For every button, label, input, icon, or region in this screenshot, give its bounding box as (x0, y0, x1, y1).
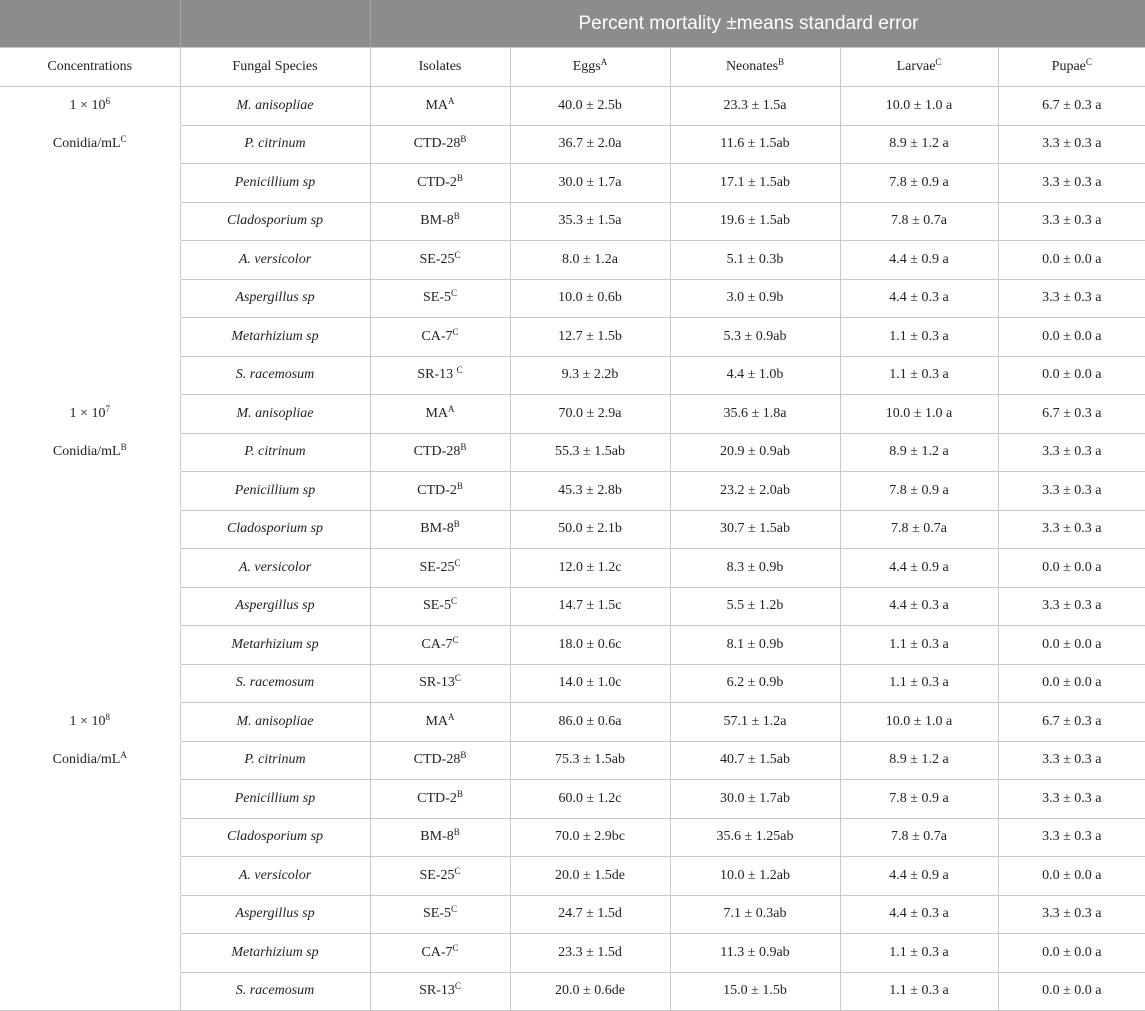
concentration-cell (0, 433, 180, 472)
isolate-group: B (460, 442, 467, 453)
species-cell: S. racemosum (180, 972, 370, 1011)
eggs-cell: 45.3 ± 2.8b (510, 472, 670, 511)
concentration-exponent: 8 (105, 711, 110, 722)
pupae-cell: 0.0 ± 0.0 a (998, 664, 1145, 703)
pupae-cell: 6.7 ± 0.3 a (998, 395, 1145, 434)
larvae-cell: 10.0 ± 1.0 a (840, 703, 998, 742)
isolate-group: C (454, 865, 461, 876)
concentration-cell (0, 664, 180, 703)
isolate-name: SR-13 (419, 675, 455, 691)
eggs-cell: 55.3 ± 1.5ab (510, 433, 670, 472)
concentration-exponent: 6 (105, 95, 110, 106)
table-row (0, 934, 1145, 973)
species-cell: Penicillium sp (180, 780, 370, 819)
larvae-cell: 7.8 ± 0.7a (840, 510, 998, 549)
pupae-cell: 0.0 ± 0.0 a (998, 934, 1145, 973)
concentration-cell (0, 549, 180, 588)
pupae-cell: 3.3 ± 0.3 a (998, 587, 1145, 626)
isolate-group: C (450, 904, 457, 915)
species-cell: A. versicolor (180, 549, 370, 588)
neonates-cell: 5.5 ± 1.2b (670, 587, 840, 626)
isolate-name: SE-5 (422, 290, 451, 306)
eggs-cell: 20.0 ± 1.5de (510, 857, 670, 896)
eggs-cell: 35.3 ± 1.5a (510, 202, 670, 241)
larvae-cell: 8.9 ± 1.2 a (840, 125, 998, 164)
pupae-cell: 6.7 ± 0.3 a (998, 87, 1145, 126)
neonates-cell: 35.6 ± 1.25ab (670, 818, 840, 857)
pupae-cell: 0.0 ± 0.0 a (998, 241, 1145, 280)
header-pupae-label: Pupae (1051, 59, 1086, 74)
eggs-cell: 36.7 ± 2.0a (510, 125, 670, 164)
isolate-name: CA-7 (421, 328, 453, 344)
concentration-cell (0, 895, 180, 934)
header-pupae (998, 48, 1145, 87)
table-row (0, 395, 1145, 434)
concentration-value: 1 × 10 (69, 405, 106, 421)
larvae-cell: 1.1 ± 0.3 a (840, 356, 998, 395)
isolate-cell (370, 356, 510, 395)
larvae-cell: 7.8 ± 0.9 a (840, 164, 998, 203)
concentration-letter: A (120, 750, 127, 761)
isolate-group: C (454, 557, 461, 568)
neonates-cell: 4.4 ± 1.0b (670, 356, 840, 395)
larvae-cell: 7.8 ± 0.9 a (840, 780, 998, 819)
header-eggs-sup: A (600, 57, 608, 67)
table-row (0, 279, 1145, 318)
concentration-unit: Conidia/mL (52, 136, 121, 152)
isolate-name: SR-13 (417, 367, 457, 383)
isolate-cell (370, 780, 510, 819)
concentration-cell (0, 472, 180, 511)
isolate-cell (370, 703, 510, 742)
table-row (0, 703, 1145, 742)
larvae-cell: 1.1 ± 0.3 a (840, 972, 998, 1011)
table-row (0, 202, 1145, 241)
species-cell: Penicillium sp (180, 164, 370, 203)
neonates-cell: 5.1 ± 0.3b (670, 241, 840, 280)
concentration-cell (0, 87, 180, 126)
isolate-name: BM-8 (420, 521, 454, 537)
isolate-group: B (460, 750, 467, 761)
pupae-cell: 3.3 ± 0.3 a (998, 125, 1145, 164)
concentration-cell (0, 972, 180, 1011)
header-fungal-species: Fungal Species (180, 48, 370, 87)
larvae-cell: 7.8 ± 0.7a (840, 202, 998, 241)
eggs-cell: 14.0 ± 1.0c (510, 664, 670, 703)
isolate-group: C (452, 634, 459, 645)
concentration-cell (0, 510, 180, 549)
isolate-name: CTD-28 (413, 444, 461, 460)
header-isolates: Isolates (370, 48, 510, 87)
concentration-cell (0, 934, 180, 973)
header-eggs (510, 48, 670, 87)
species-cell: P. citrinum (180, 741, 370, 780)
neonates-cell: 11.3 ± 0.9ab (670, 934, 840, 973)
table-row (0, 780, 1145, 819)
header-row (0, 48, 1145, 87)
isolate-cell (370, 472, 510, 511)
neonates-cell: 20.9 ± 0.9ab (670, 433, 840, 472)
table-row (0, 741, 1145, 780)
larvae-cell: 4.4 ± 0.3 a (840, 587, 998, 626)
larvae-cell: 4.4 ± 0.3 a (840, 279, 998, 318)
isolate-name: SE-5 (422, 906, 451, 922)
pupae-cell: 0.0 ± 0.0 a (998, 356, 1145, 395)
table-row (0, 972, 1145, 1011)
pupae-cell: 3.3 ± 0.3 a (998, 895, 1145, 934)
isolate-name: SE-5 (422, 598, 451, 614)
neonates-cell: 11.6 ± 1.5ab (670, 125, 840, 164)
species-cell: Cladosporium sp (180, 510, 370, 549)
header-neonates-sup: B (778, 57, 785, 67)
larvae-cell: 4.4 ± 0.9 a (840, 549, 998, 588)
neonates-cell: 6.2 ± 0.9b (670, 664, 840, 703)
isolate-name: SR-13 (419, 983, 455, 999)
neonates-cell: 30.0 ± 1.7ab (670, 780, 840, 819)
neonates-cell: 40.7 ± 1.5ab (670, 741, 840, 780)
larvae-cell: 8.9 ± 1.2 a (840, 433, 998, 472)
eggs-cell: 50.0 ± 2.1b (510, 510, 670, 549)
isolate-name: SE-25 (419, 867, 455, 883)
isolate-cell (370, 510, 510, 549)
header-neonates (670, 48, 840, 87)
species-cell: Aspergillus sp (180, 587, 370, 626)
banner-blank-cell (180, 0, 370, 48)
table-row (0, 164, 1145, 203)
isolate-cell (370, 549, 510, 588)
pupae-cell: 3.3 ± 0.3 a (998, 818, 1145, 857)
concentration-unit: Conidia/mL (52, 444, 121, 460)
isolate-group: A (448, 403, 455, 414)
larvae-cell: 4.4 ± 0.9 a (840, 241, 998, 280)
isolate-cell (370, 895, 510, 934)
eggs-cell: 40.0 ± 2.5b (510, 87, 670, 126)
isolate-cell (370, 587, 510, 626)
pupae-cell: 3.3 ± 0.3 a (998, 741, 1145, 780)
isolate-cell (370, 87, 510, 126)
isolate-cell (370, 934, 510, 973)
concentration-value: 1 × 10 (69, 97, 106, 113)
pupae-cell: 0.0 ± 0.0 a (998, 626, 1145, 665)
table-row (0, 356, 1145, 395)
eggs-cell: 70.0 ± 2.9a (510, 395, 670, 434)
isolate-name: MA (425, 405, 449, 421)
isolate-cell (370, 857, 510, 896)
isolate-name: MA (425, 97, 449, 113)
eggs-cell: 12.7 ± 1.5b (510, 318, 670, 357)
neonates-cell: 10.0 ± 1.2ab (670, 857, 840, 896)
isolate-cell (370, 125, 510, 164)
neonates-cell: 15.0 ± 1.5b (670, 972, 840, 1011)
eggs-cell: 75.3 ± 1.5ab (510, 741, 670, 780)
pupae-cell: 3.3 ± 0.3 a (998, 164, 1145, 203)
eggs-cell: 70.0 ± 2.9bc (510, 818, 670, 857)
eggs-cell: 14.7 ± 1.5c (510, 587, 670, 626)
isolate-cell (370, 818, 510, 857)
species-cell: P. citrinum (180, 433, 370, 472)
isolate-group: C (454, 673, 461, 684)
concentration-cell (0, 626, 180, 665)
species-cell: Cladosporium sp (180, 202, 370, 241)
isolate-group: A (448, 711, 455, 722)
header-larvae (840, 48, 998, 87)
pupae-cell: 3.3 ± 0.3 a (998, 780, 1145, 819)
larvae-cell: 8.9 ± 1.2 a (840, 741, 998, 780)
table-row (0, 125, 1145, 164)
isolate-group: A (448, 95, 455, 106)
concentration-cell (0, 741, 180, 780)
species-cell: M. anisopliae (180, 703, 370, 742)
eggs-cell: 10.0 ± 0.6b (510, 279, 670, 318)
isolate-cell (370, 318, 510, 357)
larvae-cell: 1.1 ± 0.3 a (840, 318, 998, 357)
species-cell: Aspergillus sp (180, 895, 370, 934)
table-row (0, 587, 1145, 626)
isolate-name: CTD-28 (413, 136, 461, 152)
table-row (0, 857, 1145, 896)
concentration-unit: Conidia/mL (52, 752, 121, 768)
concentration-cell (0, 395, 180, 434)
table-row (0, 472, 1145, 511)
isolate-name: CTD-2 (417, 790, 457, 806)
species-cell: M. anisopliae (180, 87, 370, 126)
neonates-cell: 17.1 ± 1.5ab (670, 164, 840, 203)
eggs-cell: 8.0 ± 1.2a (510, 241, 670, 280)
pupae-cell: 6.7 ± 0.3 a (998, 703, 1145, 742)
isolate-name: CTD-28 (413, 752, 461, 768)
isolate-group: B (456, 480, 463, 491)
table-row (0, 664, 1145, 703)
larvae-cell: 7.8 ± 0.7a (840, 818, 998, 857)
table-row (0, 549, 1145, 588)
species-cell: S. racemosum (180, 356, 370, 395)
concentration-cell (0, 356, 180, 395)
pupae-cell: 0.0 ± 0.0 a (998, 857, 1145, 896)
banner-blank-cell (0, 0, 180, 48)
isolate-group: C (452, 942, 459, 953)
isolate-name: BM-8 (420, 213, 454, 229)
isolate-cell (370, 395, 510, 434)
concentration-cell (0, 164, 180, 203)
neonates-cell: 57.1 ± 1.2a (670, 703, 840, 742)
neonates-cell: 8.1 ± 0.9b (670, 626, 840, 665)
isolate-cell (370, 626, 510, 665)
neonates-cell: 19.6 ± 1.5ab (670, 202, 840, 241)
pupae-cell: 3.3 ± 0.3 a (998, 472, 1145, 511)
eggs-cell: 86.0 ± 0.6a (510, 703, 670, 742)
larvae-cell: 10.0 ± 1.0 a (840, 395, 998, 434)
isolate-group: C (450, 288, 457, 299)
header-neonates-label: Neonates (725, 59, 779, 74)
isolate-name: SE-25 (419, 559, 455, 575)
species-cell: Metarhizium sp (180, 934, 370, 973)
header-pupae-sup: C (1085, 57, 1092, 67)
table-row (0, 818, 1145, 857)
table-row (0, 318, 1145, 357)
species-cell: S. racemosum (180, 664, 370, 703)
isolate-cell (370, 664, 510, 703)
pupae-cell: 3.3 ± 0.3 a (998, 510, 1145, 549)
isolate-name: CA-7 (421, 944, 453, 960)
larvae-cell: 4.4 ± 0.3 a (840, 895, 998, 934)
species-cell: Metarhizium sp (180, 626, 370, 665)
pupae-cell: 3.3 ± 0.3 a (998, 279, 1145, 318)
isolate-group: C (452, 326, 459, 337)
neonates-cell: 23.3 ± 1.5a (670, 87, 840, 126)
concentration-letter: B (120, 442, 127, 453)
isolate-cell (370, 433, 510, 472)
table-row (0, 433, 1145, 472)
eggs-cell: 30.0 ± 1.7a (510, 164, 670, 203)
pupae-cell: 0.0 ± 0.0 a (998, 549, 1145, 588)
isolate-group: B (453, 827, 460, 838)
header-larvae-sup: C (935, 57, 942, 67)
isolate-group: B (453, 519, 460, 530)
table-row (0, 241, 1145, 280)
concentration-cell (0, 587, 180, 626)
table-row (0, 895, 1145, 934)
eggs-cell: 24.7 ± 1.5d (510, 895, 670, 934)
larvae-cell: 1.1 ± 0.3 a (840, 934, 998, 973)
isolate-group: C (454, 981, 461, 992)
isolate-name: CTD-2 (417, 482, 457, 498)
isolate-name: BM-8 (420, 829, 454, 845)
isolate-cell (370, 741, 510, 780)
concentration-cell (0, 125, 180, 164)
isolate-name: MA (425, 713, 449, 729)
eggs-cell: 18.0 ± 0.6c (510, 626, 670, 665)
isolate-name: CTD-2 (417, 174, 457, 190)
concentration-cell (0, 318, 180, 357)
species-cell: Aspergillus sp (180, 279, 370, 318)
neonates-cell: 35.6 ± 1.8a (670, 395, 840, 434)
header-concentrations: Concentrations (0, 48, 180, 87)
title-banner (0, 0, 1145, 48)
pupae-cell: 0.0 ± 0.0 a (998, 318, 1145, 357)
table-title: Percent mortality ±means standard error (370, 0, 1145, 48)
isolate-cell (370, 164, 510, 203)
header-larvae-label: Larvae (896, 59, 936, 74)
pupae-cell: 3.3 ± 0.3 a (998, 202, 1145, 241)
isolate-group: C (454, 249, 461, 260)
species-cell: Cladosporium sp (180, 818, 370, 857)
concentration-cell (0, 279, 180, 318)
neonates-cell: 5.3 ± 0.9ab (670, 318, 840, 357)
eggs-cell: 23.3 ± 1.5d (510, 934, 670, 973)
neonates-cell: 3.0 ± 0.9b (670, 279, 840, 318)
isolate-cell (370, 972, 510, 1011)
neonates-cell: 7.1 ± 0.3ab (670, 895, 840, 934)
concentration-value: 1 × 10 (69, 713, 106, 729)
isolate-group: B (453, 211, 460, 222)
species-cell: M. anisopliae (180, 395, 370, 434)
isolate-group: B (456, 788, 463, 799)
isolate-name: SE-25 (419, 251, 455, 267)
larvae-cell: 10.0 ± 1.0 a (840, 87, 998, 126)
species-cell: A. versicolor (180, 241, 370, 280)
concentration-cell (0, 703, 180, 742)
isolate-cell (370, 202, 510, 241)
concentration-cell (0, 780, 180, 819)
isolate-group: B (460, 134, 467, 145)
concentration-exponent: 7 (105, 403, 110, 414)
isolate-group: B (456, 172, 463, 183)
neonates-cell: 8.3 ± 0.9b (670, 549, 840, 588)
concentration-cell (0, 202, 180, 241)
isolate-cell (370, 241, 510, 280)
species-cell: P. citrinum (180, 125, 370, 164)
concentration-cell (0, 818, 180, 857)
neonates-cell: 30.7 ± 1.5ab (670, 510, 840, 549)
eggs-cell: 60.0 ± 1.2c (510, 780, 670, 819)
pupae-cell: 0.0 ± 0.0 a (998, 972, 1145, 1011)
species-cell: Penicillium sp (180, 472, 370, 511)
larvae-cell: 1.1 ± 0.3 a (840, 664, 998, 703)
isolate-cell (370, 279, 510, 318)
concentration-letter: C (120, 134, 127, 145)
concentration-cell (0, 857, 180, 896)
larvae-cell: 4.4 ± 0.9 a (840, 857, 998, 896)
table-row (0, 87, 1145, 126)
eggs-cell: 20.0 ± 0.6de (510, 972, 670, 1011)
neonates-cell: 23.2 ± 2.0ab (670, 472, 840, 511)
table-row (0, 626, 1145, 665)
species-cell: Metarhizium sp (180, 318, 370, 357)
pupae-cell: 3.3 ± 0.3 a (998, 433, 1145, 472)
isolate-group: C (456, 365, 463, 376)
header-eggs-label: Eggs (572, 59, 601, 74)
larvae-cell: 1.1 ± 0.3 a (840, 626, 998, 665)
eggs-cell: 12.0 ± 1.2c (510, 549, 670, 588)
concentration-cell (0, 241, 180, 280)
table-row (0, 510, 1145, 549)
species-cell: A. versicolor (180, 857, 370, 896)
isolate-name: CA-7 (421, 636, 453, 652)
eggs-cell: 9.3 ± 2.2b (510, 356, 670, 395)
larvae-cell: 7.8 ± 0.9 a (840, 472, 998, 511)
isolate-group: C (450, 596, 457, 607)
